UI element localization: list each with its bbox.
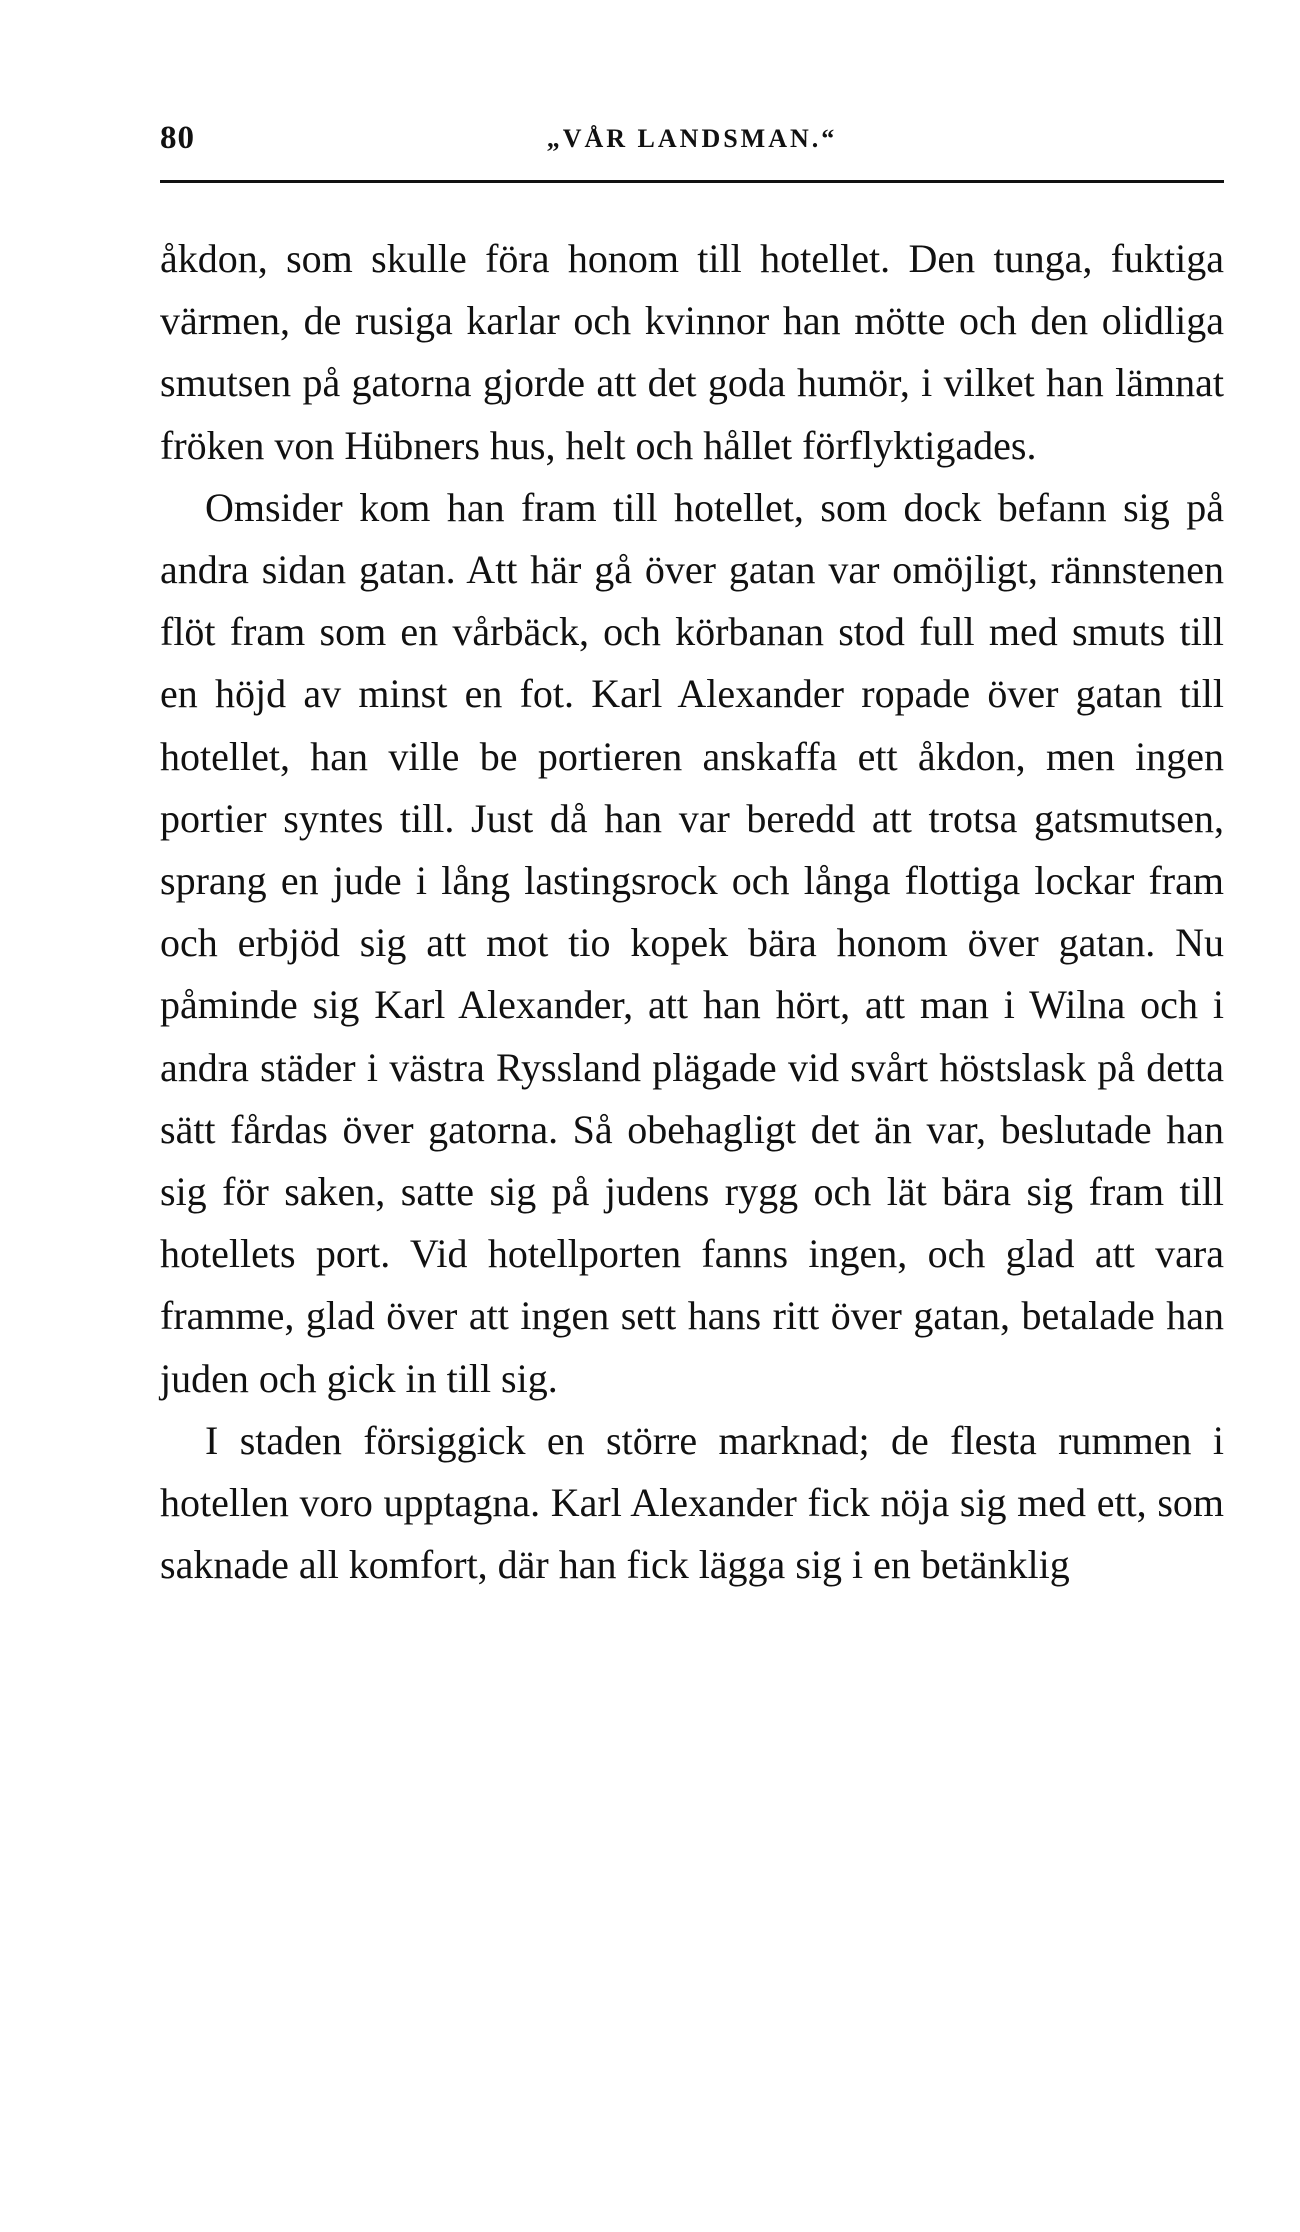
running-head <box>160 120 1224 160</box>
paragraph: I staden försiggick en större marknad; de flesta rummen i hotellen voro upptagna. Karl Alexander fick nöja sig med ett, som saknade all komfort, där han fick lägga sig i en betänklig <box>160 1417 1224 1588</box>
running-title: „VÅR LANDSMAN.“ <box>546 124 838 153</box>
header-rule <box>160 180 1224 183</box>
body-text <box>160 228 1224 1596</box>
paragraph: Omsider kom han fram till hotellet, som dock befann sig på andra sidan gatan. Att här gå över gatan var omöjligt, rännstenen flöt fram som en vårbäck, och körbanan stod full med smuts till en höjd av minst en fot. Karl Alexander ropade över gatan till hotellet, han ville be portieren anskaffa ett åkdon, men ingen portier syntes till. Just då han var beredd att trotsa gatsmutsen, sprang en jude i lång lastingsrock och långa flottiga lockar fram och erbjöd sig att mot tio kopek bära honom över gatan. Nu påminde sig Karl Alexander, att han hört, att man i Wilna och i andra städer i västra Ryssland plägade vid svårt höstslask på detta sätt fårdas över gatorna. Så obehagligt det än var, beslutade han sig för saken, satte sig på judens rygg och lät bära sig fram till hotellets port. Vid hotellporten fanns ingen, och glad att vara framme, glad över att ingen sett hans ritt över gatan, betalade han juden och gick in till sig. <box>160 484 1224 1401</box>
paragraph-continuation: åkdon, som skulle föra honom till hotellet. Den tunga, fuktiga värmen, de rusiga karlar och kvinnor han mötte och den olidliga smutsen på gatorna gjorde att det goda humör, i vilket han lämnat fröken von Hübners hus, helt och hållet förflyktigades. <box>160 236 1224 468</box>
page-number: 80 <box>160 120 195 156</box>
